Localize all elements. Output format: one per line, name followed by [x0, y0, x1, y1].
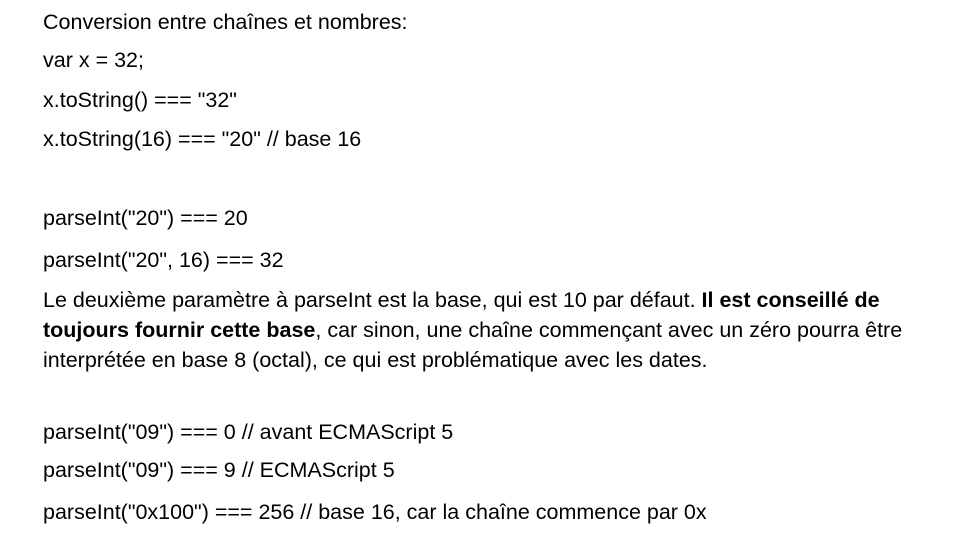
code-line-parseint-16: parseInt("20", 16) === 32	[43, 248, 284, 272]
explanation-bold-text: Il est conseillé de toujours fournir cette base	[43, 288, 880, 342]
code-line-parseint: parseInt("20") === 20	[43, 206, 248, 230]
heading-line: Conversion entre chaînes et nombres:	[43, 10, 408, 34]
code-line-example-3: parseInt("0x100") === 256 // base 16, car la chaîne commence par 0x	[43, 500, 707, 524]
explanation-text-1: Le deuxième paramètre à parseInt est la base, qui est 10 par défaut.	[43, 288, 702, 312]
code-line-example-2: parseInt("09") === 9 // ECMAScript 5	[43, 458, 395, 482]
slide-content	[43, 0, 943, 540]
code-line-var: var x = 32;	[43, 48, 144, 72]
code-line-example-1: parseInt("09") === 0 // avant ECMAScript 5	[43, 420, 454, 444]
code-line-tostring-16: x.toString(16) === "20" // base 16	[43, 127, 362, 151]
explanation-text-2: , car sinon, une chaîne commençant avec un zéro pourra être interprétée en base 8 (octal), ce qui est problématique avec les dates.	[43, 318, 903, 372]
code-line-tostring: x.toString() === "32"	[43, 88, 237, 112]
explanation-paragraph	[43, 285, 923, 375]
